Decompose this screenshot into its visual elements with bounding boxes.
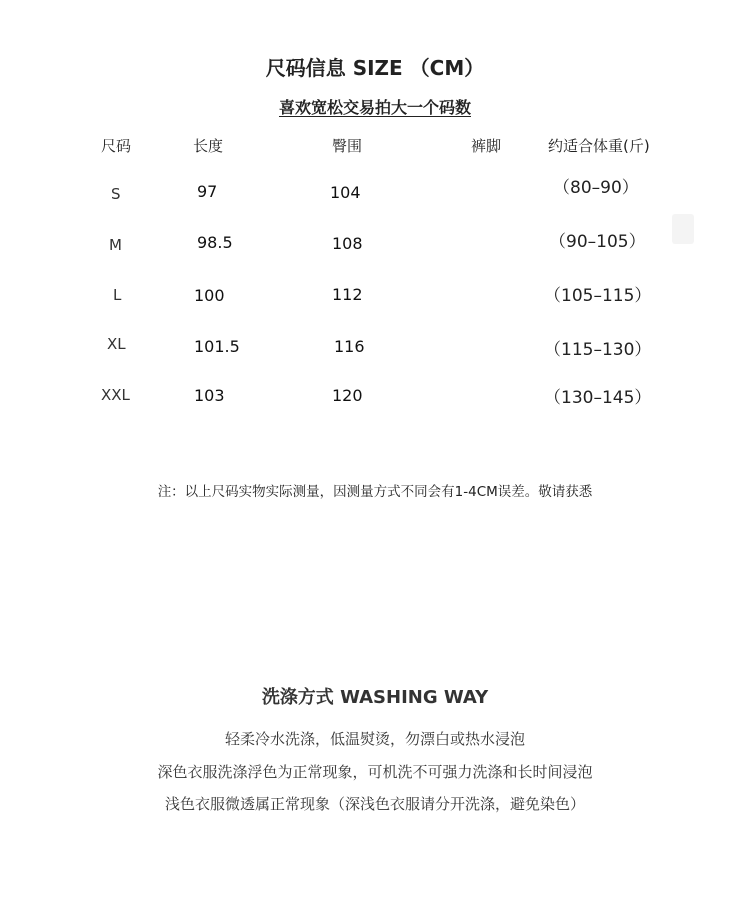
washing-line-3: 浅色衣服微透属正常现象（深浅色衣服请分开洗涤，避免染色） bbox=[164, 795, 585, 813]
header-hip: 臀围 bbox=[332, 137, 363, 155]
row-xl-hip: 116 bbox=[334, 337, 365, 356]
row-l-size: L bbox=[113, 286, 122, 304]
row-l-weight: （105–115） bbox=[544, 286, 652, 306]
row-l-length: 100 bbox=[194, 286, 225, 305]
header-size: 尺码 bbox=[101, 137, 132, 155]
row-m-weight: （90–105） bbox=[549, 232, 646, 252]
row-xxl-weight: （130–145） bbox=[544, 388, 652, 408]
size-chart-title: 尺码信息 SIZE （CM） bbox=[265, 56, 485, 80]
washing-line-1: 轻柔冷水洗涤，低温熨烫，勿漂白或热水浸泡 bbox=[224, 730, 525, 748]
row-xl-weight: （115–130） bbox=[544, 340, 652, 360]
row-s-weight: （80–90） bbox=[553, 178, 639, 198]
row-xl-size: XL bbox=[107, 335, 126, 353]
row-xl-length: 101.5 bbox=[194, 337, 240, 356]
row-xxl-length: 103 bbox=[194, 386, 225, 405]
row-m-size: M bbox=[109, 236, 122, 254]
row-m-length: 98.5 bbox=[197, 233, 233, 252]
row-s-length: 97 bbox=[197, 182, 218, 201]
washing-line-2: 深色衣服洗涤浮色为正常现象，可机洗不可强力洗涤和长时间浸泡 bbox=[157, 763, 593, 781]
washing-title: 洗涤方式 WASHING WAY bbox=[261, 687, 489, 708]
subtitle-text: 喜欢宽松交易拍大一个码数 bbox=[278, 98, 471, 117]
measurement-note: 注：以上尺码实物实际测量，因测量方式不同会有1-4CM误差。敬请获悉 bbox=[157, 484, 593, 500]
header-length: 长度 bbox=[193, 137, 224, 155]
header-hem: 裤脚 bbox=[471, 137, 502, 155]
size-chart-subtitle bbox=[0, 95, 750, 118]
row-l-hip: 112 bbox=[332, 285, 363, 304]
row-m-hip: 108 bbox=[332, 234, 363, 253]
row-xxl-size: XXL bbox=[101, 386, 130, 404]
faint-watermark bbox=[672, 214, 694, 244]
row-s-hip: 104 bbox=[330, 183, 361, 202]
row-xxl-hip: 120 bbox=[332, 386, 363, 405]
header-weight: 约适合体重(斤) bbox=[548, 137, 650, 155]
row-s-size: S bbox=[111, 185, 121, 203]
